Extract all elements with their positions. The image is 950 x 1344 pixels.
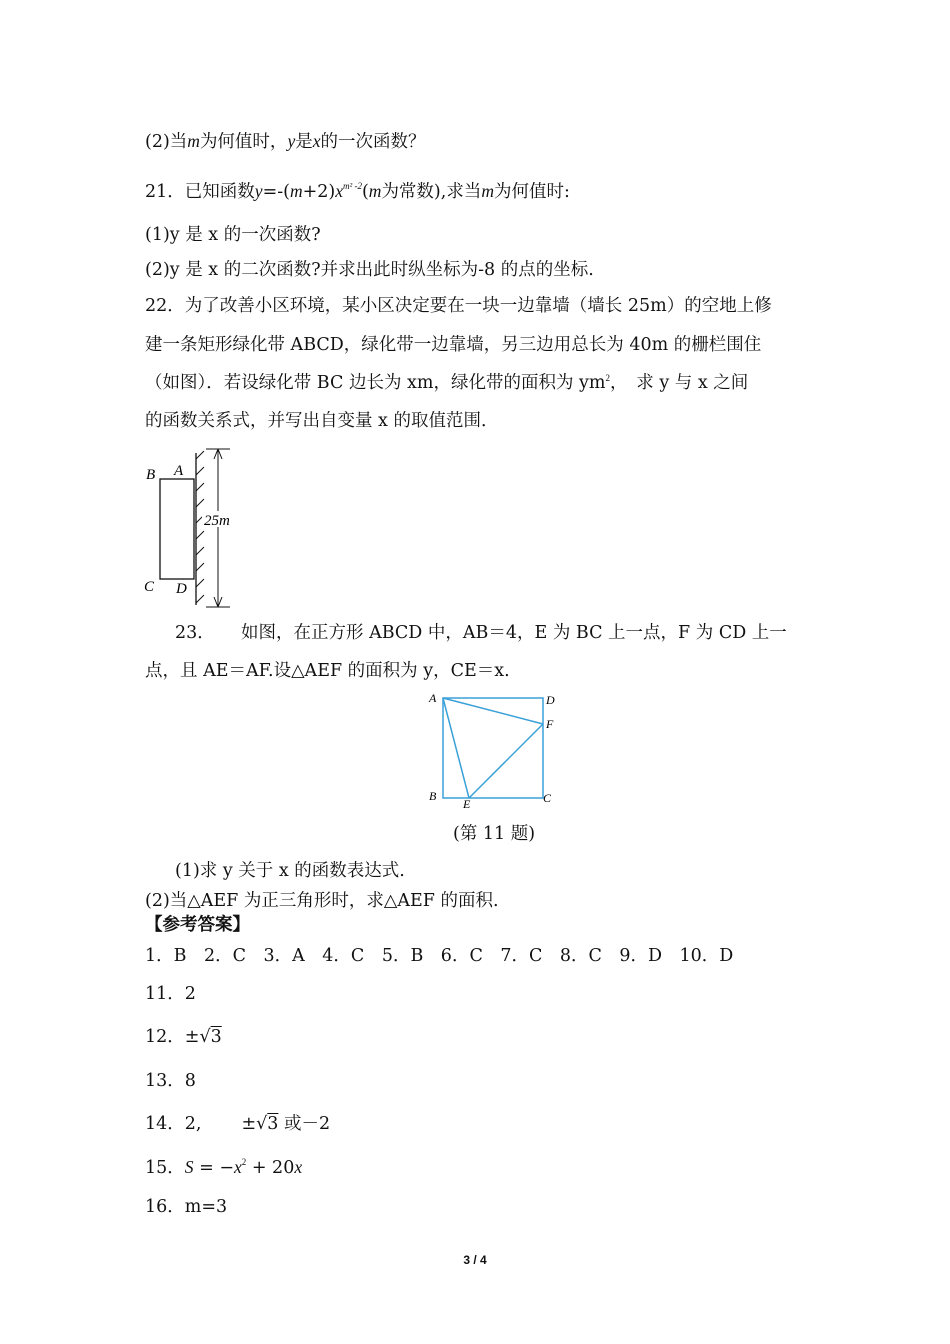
superscript: 2 [605,373,611,383]
segment-AE [443,698,469,798]
text: ± [184,1027,200,1047]
var-y: y [254,181,263,201]
q22-line4: 的函数关系式，并写出自变量 x 的取值范围． [145,411,499,431]
var-x: x [312,131,321,151]
answer-15 [145,1154,302,1183]
text: +2) [302,182,336,202]
label-D: D [546,693,555,707]
segment-EF [469,724,543,798]
text: 12． [145,1027,185,1047]
var-S: S [184,1157,194,1177]
q23-part1: (1)求 y 关于 x 的函数表达式. [175,861,405,881]
answer-16: 16．m=3 [145,1197,228,1217]
q23-figure [425,690,560,810]
q21-stem [145,178,570,207]
var-m: m [368,181,382,201]
q21-part1: (1)y 是 x 的一次函数? [145,225,321,245]
radicand: 3 [267,1114,279,1134]
label-25m: 25m [204,513,230,529]
answers-row1: 1．B 2．C 3．A 4．C 5．B 6．C 7．C 8．C 9．D 10．D [145,946,734,966]
text: 或－2 [284,1114,331,1134]
var-y: y [287,131,296,151]
text: = − [193,1158,234,1178]
segment-AF [443,698,543,724]
q23-line2: 点，且 AE＝AF.设△AEF 的面积为 y，CE＝x. [145,661,510,681]
label-A: A [429,691,437,705]
var-m: m [481,181,494,201]
text: 为常数),求当 [381,182,482,202]
text: 14．2, [145,1114,202,1134]
sqrt: √3 [199,1027,222,1047]
rectangle-abcd [160,479,194,579]
text: 21．已知函数 [145,182,255,202]
q23-part2: (2)当△AEF 为正三角形时，求△AEF 的面积. [145,891,499,911]
var-x: x [294,1157,303,1177]
var-x: x [233,1157,242,1177]
text: ± [241,1114,257,1134]
answer-14 [145,1111,330,1137]
text: 的一次函数？ [320,132,426,152]
var-m: m [187,131,200,151]
q22-figure [140,445,250,615]
label-F: F [546,717,554,731]
text: ( [361,182,369,202]
sqrt: √3 [256,1114,279,1134]
text: ， 求 y 与 x 之间 [610,373,749,393]
label-B: B [429,789,437,803]
q22-line2: 建一条矩形绿化带 ABCD，绿化带一边靠墙，另三边用总长为 40m 的栅栏围住 [145,335,762,355]
text: 为何值时: [493,182,570,202]
text: 是 [295,132,313,152]
answer-12 [145,1024,222,1050]
var-x: x [335,181,344,201]
label-A: A [174,463,184,479]
label-C: C [144,579,155,595]
text: =-( [262,182,290,202]
text: （如图）．若设绿化带 BC 边长为 xm，绿化带的面积为 ym [145,373,606,393]
answers-heading: 【参考答案】 [145,915,250,935]
var-m: m [289,181,303,201]
q23-caption: (第 11 题) [453,824,536,844]
label-D: D [176,581,187,597]
answer-13: 13．8 [145,1071,196,1091]
q22-line1: 22．为了改善小区环境，某小区决定要在一块一边靠墙（墙长 25m）的空地上修 [145,296,772,316]
q21-part2: (2)y 是 x 的二次函数?并求出此时纵坐标为-8 的点的坐标. [145,260,594,280]
label-E: E [463,797,471,810]
q20-part2 [145,128,426,155]
label-B: B [146,467,156,483]
text: + 20 [246,1158,295,1178]
square-abcd [443,698,543,798]
label-C: C [543,791,552,805]
exponent: m² -2 [343,181,362,191]
page-number: 3 / 4 [463,1253,487,1267]
text: 为何值时， [199,132,288,152]
radicand: 3 [210,1027,222,1047]
answer-11: 11．2 [145,984,196,1004]
superscript: 2 [241,1157,247,1167]
q23-line1: 23． 如图，在正方形 ABCD 中，AB＝4，E 为 BC 上一点，F 为 CD 上一 [175,623,787,643]
q22-line3 [145,370,748,398]
text: (2)当 [145,132,188,152]
text: 15． [145,1158,185,1178]
